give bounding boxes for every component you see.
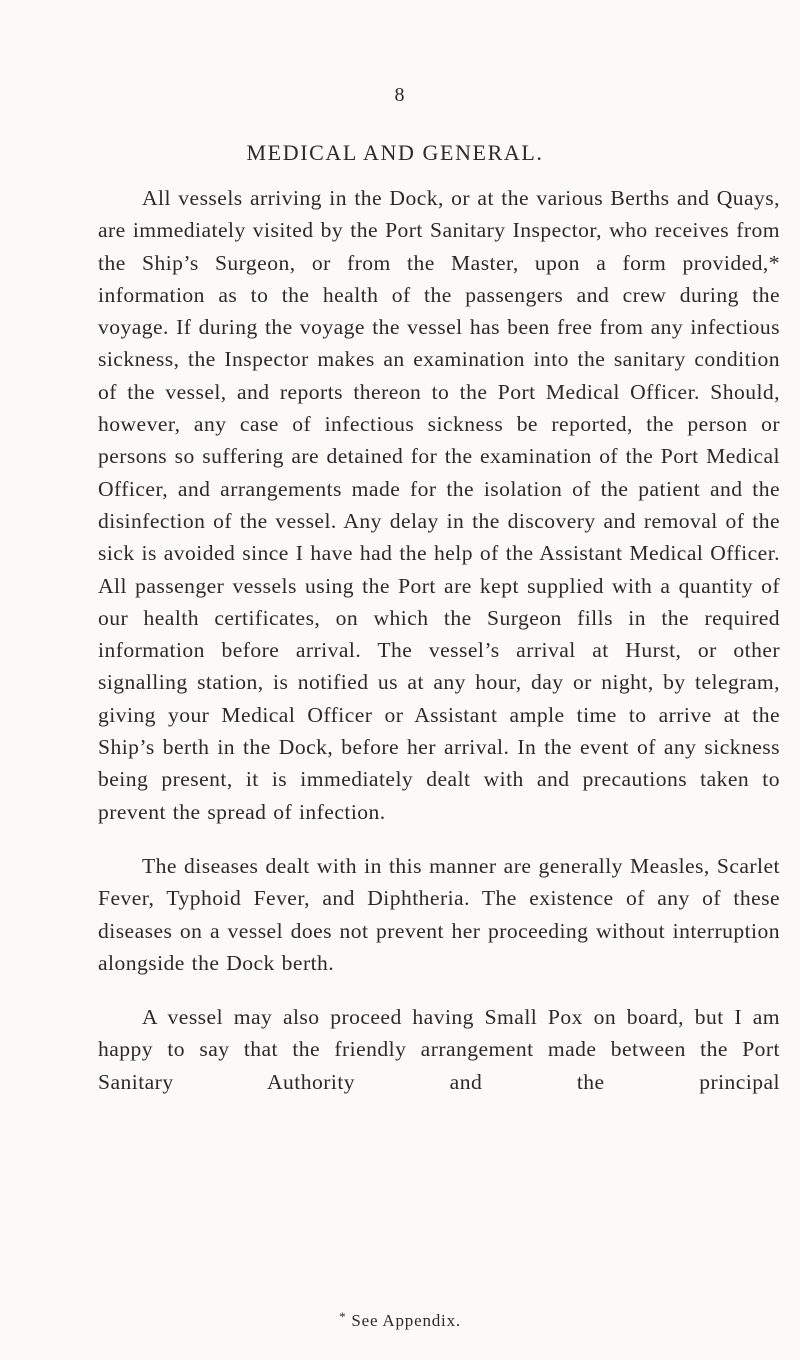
paragraph-1: All vessels arriving in the Dock, or at the various Berths and Quays, are immediately visited by the Port Sanitary Inspector, who receives from the Ship’s Surgeon, or from the Master, upon a form provided,* information as to the health of the passengers and crew during the voyage. If during the voyage the vessel has been free from any infectious sickness, the Inspector makes an examination into the sanitary condition of the vessel, and reports thereon to the Port Medical Officer. Should, however, any case of infectious sickness be reported, the person or persons so suffering are detained for the examination of the Port Medical Officer, and arrangements made for the isolation of the patient and the disinfection of the vessel. Any delay in the discovery and removal of the sick is avoided since I have had the help of the Assistant Medical Officer. All passenger vessels using the Port are kept supplied with a quantity of our health certificates, on which the Surgeon fills in the required information before arrival. The vessel’s arrival at Hurst, or other signalling station, is notified us at any hour, day or night, by telegram, giving your Medical Officer or Assistant ample time to arrive at the Ship’s berth in the Dock, before her arrival. In the event of any sickness being present, it is immediately dealt with and precautions taken to prevent the spread of infection.	[98, 186, 780, 824]
paragraph-3: A vessel may also proceed having Small Pox on board, but I am happy to say that the friendly arrangement made between the Port Sanitary Authority and the principal	[98, 1005, 780, 1094]
footnote-text: See Appendix.	[351, 1311, 461, 1330]
footnote-marker: *	[339, 1309, 347, 1324]
page-number: 8	[394, 84, 406, 106]
body-text	[98, 182, 780, 1098]
paragraph-2: The diseases dealt with in this manner are generally Measles, Scarlet Fever, Typhoid Fever, and Diphtheria. The existence of any of these diseases on a vessel does not prevent her proceeding without interruption alongside the Dock berth.	[98, 853, 780, 975]
footnote	[0, 1309, 800, 1331]
section-heading: MEDICAL AND GENERAL.	[246, 140, 544, 165]
